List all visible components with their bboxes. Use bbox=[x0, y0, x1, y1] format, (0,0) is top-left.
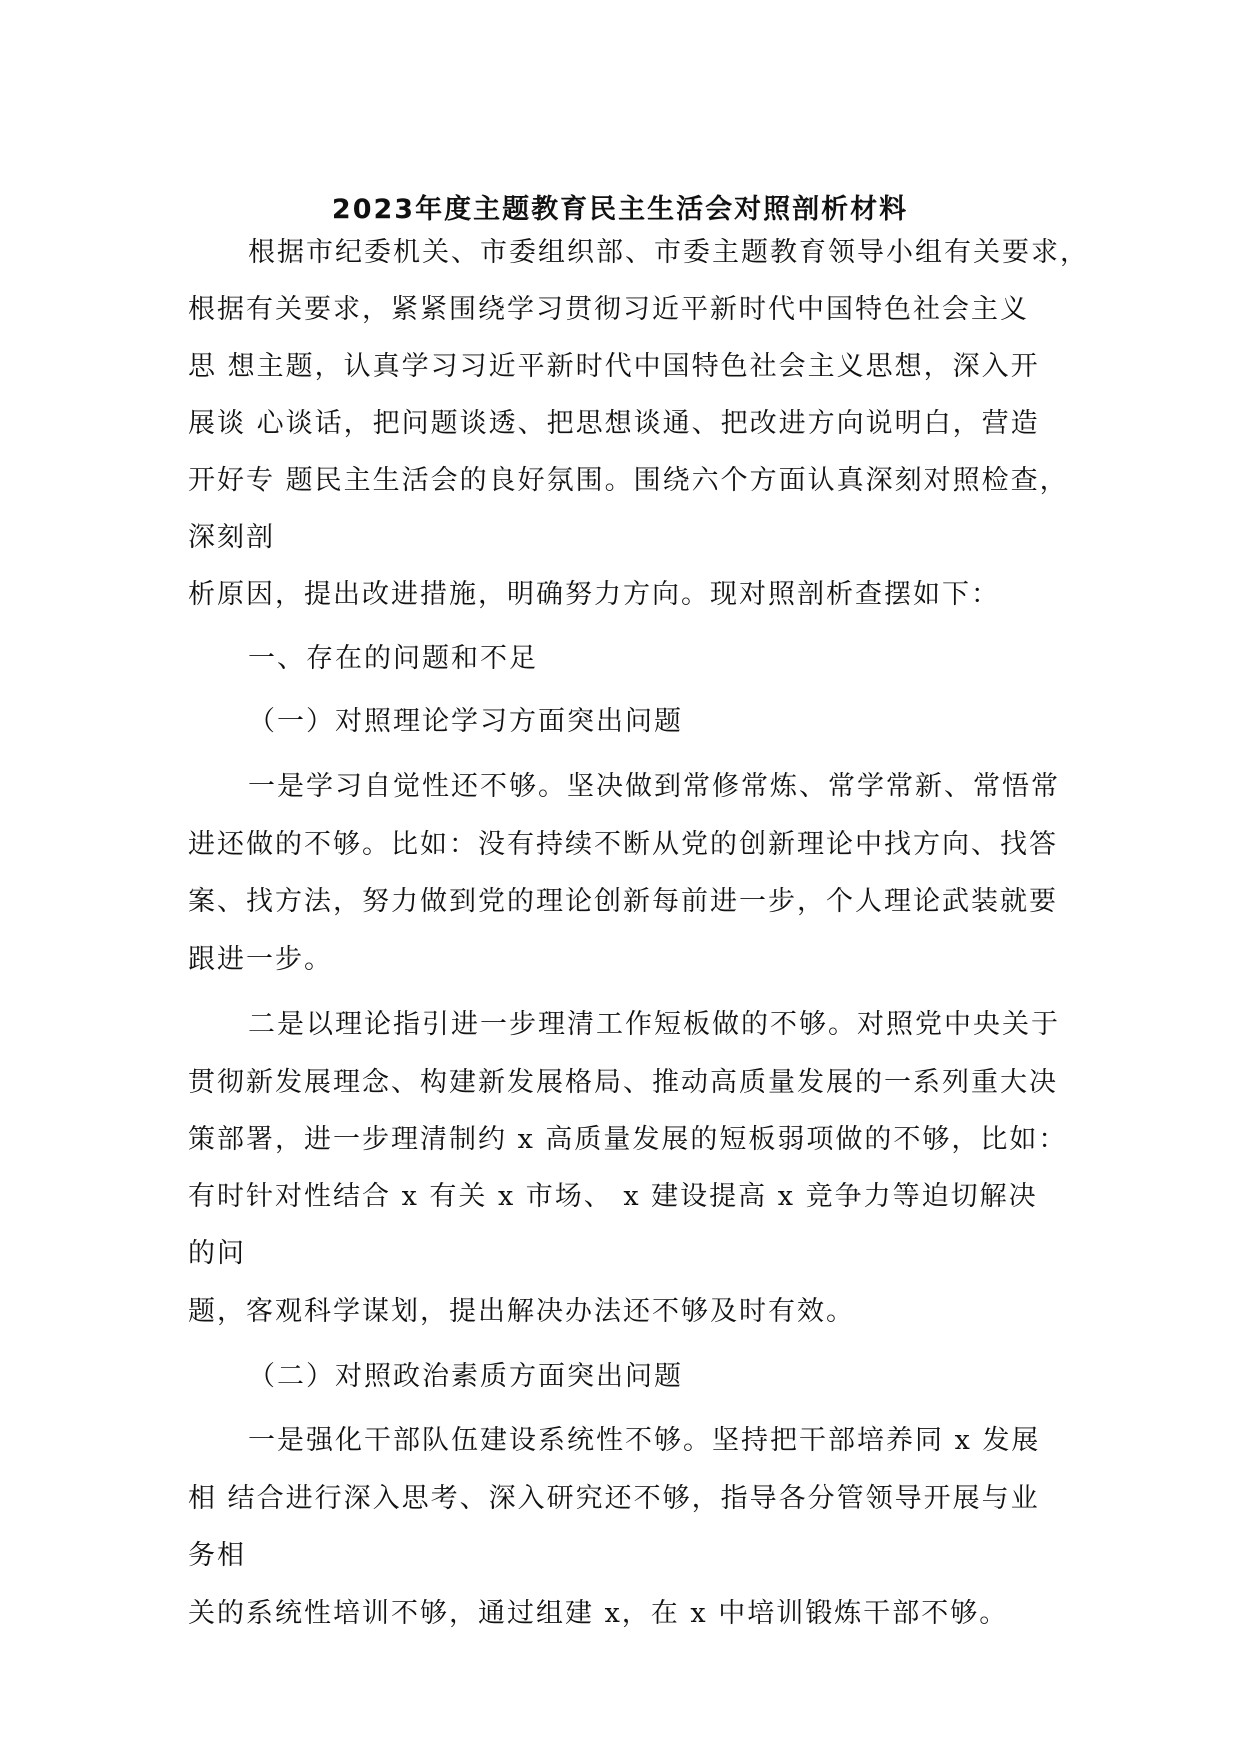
paragraph-line: 有时针对性结合 x 有关 x 市场、 x 建设提高 x 竞争力等迫切解决 bbox=[188, 1181, 1038, 1212]
paragraph-line: 一是学习自觉性还不够。坚决做到常修常炼、常学常新、常悟常 bbox=[248, 771, 1060, 802]
document-title: 2023年度主题教育民主生活会对照剖析材料 bbox=[331, 194, 909, 225]
paragraph-line: 二是以理论指引进一步理清工作短板做的不够。对照党中央关于 bbox=[248, 1009, 1060, 1040]
paragraph-line: 案、找方法，努力做到党的理论创新每前进一步，个人理论武装就要 bbox=[188, 886, 1058, 917]
paragraph-line: 贯彻新发展理念、构建新发展格局、推动高质量发展的一系列重大决 bbox=[188, 1067, 1058, 1098]
paragraph-line: 相 结合进行深入思考、深入研究还不够，指导各分管领导开展与业 bbox=[188, 1483, 1040, 1514]
paragraph-line: 析原因，提出改进措施，明确努力方向。现对照剖析查摆如下： bbox=[188, 579, 1000, 610]
subsection-heading: （一）对照理论学习方面突出问题 bbox=[248, 706, 683, 737]
paragraph-line: 深刻剖 bbox=[188, 522, 275, 553]
subsection-heading: （二）对照政治素质方面突出问题 bbox=[248, 1361, 683, 1392]
paragraph-line: 进还做的不够。比如：没有持续不断从党的创新理论中找方向、找答 bbox=[188, 829, 1058, 860]
paragraph-line: 的问 bbox=[188, 1238, 246, 1269]
paragraph-line: 务相 bbox=[188, 1540, 246, 1571]
paragraph-line: 策部署，进一步理清制约 x 高质量发展的短板弱项做的不够，比如： bbox=[188, 1124, 1068, 1155]
paragraph-line: 一是强化干部队伍建设系统性不够。坚持把干部培养同 x 发展 bbox=[248, 1425, 1041, 1456]
section-heading: 一、存在的问题和不足 bbox=[248, 643, 538, 674]
paragraph-line: 跟进一步。 bbox=[188, 944, 333, 975]
paragraph-line: 展谈 心谈话，把问题谈透、把思想谈通、把改进方向说明白，营造 bbox=[188, 408, 1040, 439]
paragraph-line: 题，客观科学谋划，提出解决办法还不够及时有效。 bbox=[188, 1296, 855, 1327]
paragraph-line: 根据市纪委机关、市委组织部、市委主题教育领导小组有关要求， bbox=[248, 237, 1089, 268]
paragraph-line: 关的系统性培训不够，通过组建 x，在 x 中培训锻炼干部不够。 bbox=[188, 1598, 1009, 1629]
paragraph-line: 思 想主题，认真学习习近平新时代中国特色社会主义思想，深入开 bbox=[188, 351, 1040, 382]
paragraph-line: 开好专 题民主生活会的良好氛围。围绕六个方面认真深刻对照检查， bbox=[188, 465, 1069, 496]
paragraph-line: 根据有关要求，紧紧围绕学习贯彻习近平新时代中国特色社会主义 bbox=[188, 294, 1029, 325]
